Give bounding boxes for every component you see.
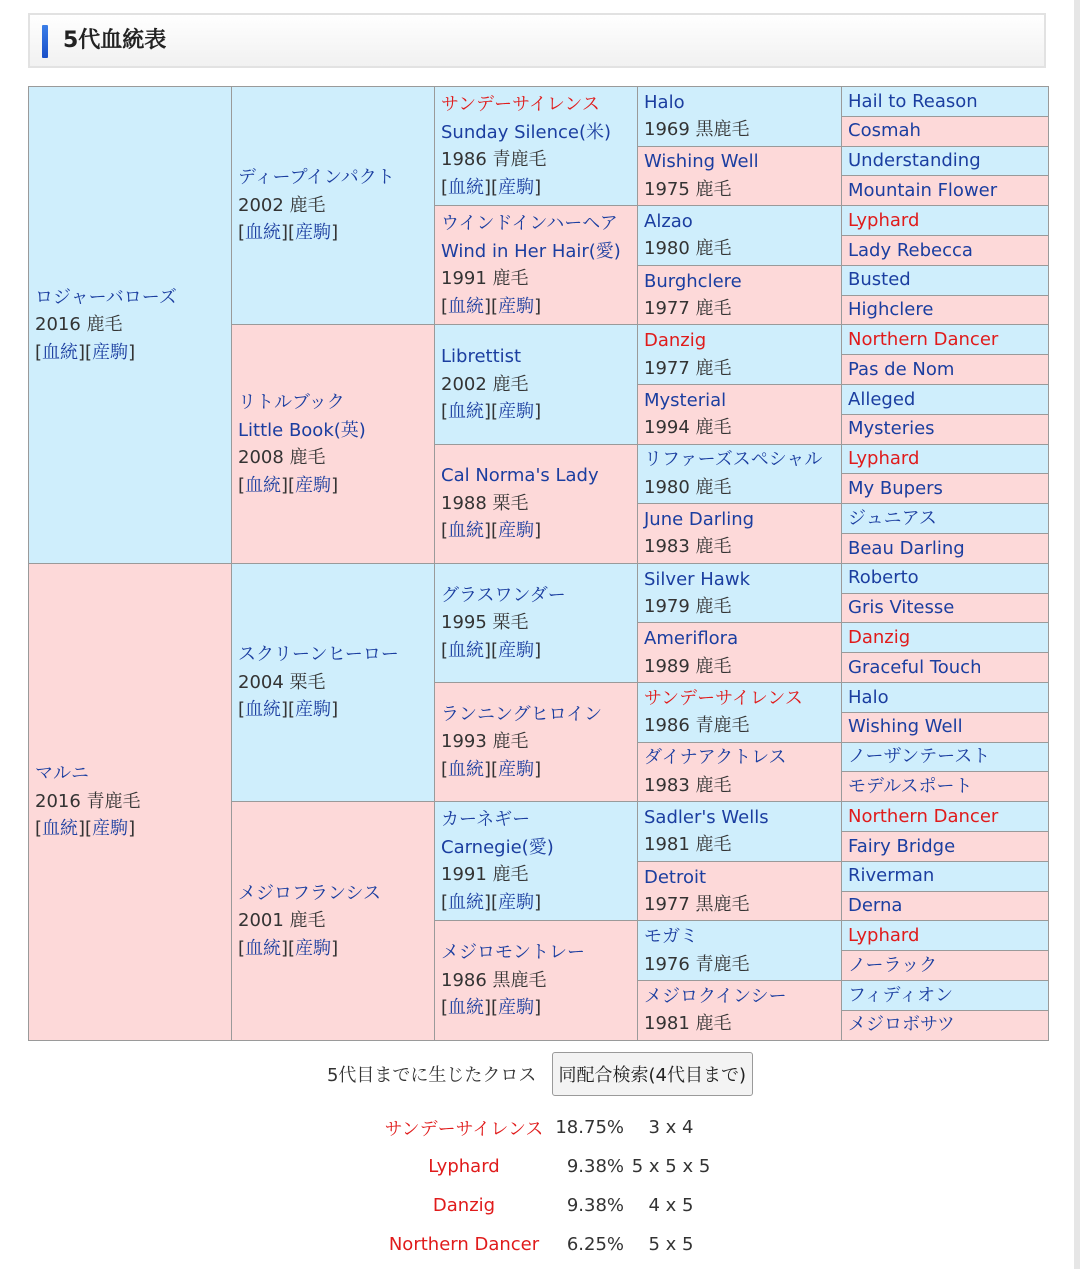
pedigree-cell-gen5 [842,831,1049,861]
pedigree-link[interactable]: 血統 [448,295,485,317]
pedigree-cell-gen5 [842,116,1049,146]
horse-name-link[interactable]: Lady Rebecca [848,239,973,261]
horse-name-link[interactable]: Lyphard [848,924,920,946]
bracket: [ [441,520,449,542]
bracket: ][ [484,176,499,198]
bracket: ] [534,639,542,661]
horse-name-link[interactable]: Danzig [644,330,707,352]
horse-links [35,815,231,843]
horse-name-link[interactable]: Beau Darling [848,537,965,559]
pedigree-cell-gen4 [638,861,842,921]
pedigree-link[interactable]: 血統 [245,937,282,959]
pedigree-link[interactable]: 血統 [42,341,79,363]
pedigree-cell-gen2 [232,87,435,325]
horse-links [238,935,434,963]
horse-links [35,339,231,367]
offspring-link[interactable]: 産駒 [295,222,332,244]
horse-name-link[interactable]: リトルブック [238,392,345,414]
bracket: ][ [484,891,499,913]
offspring-link[interactable]: 産駒 [498,997,535,1019]
pedigree-cell-gen5 [842,176,1049,206]
pedigree-cell-gen5 [842,1010,1049,1040]
pedigree-cell-gen5 [842,861,1049,891]
horse-name-link[interactable]: Pas de Nom [848,358,955,380]
offspring-link[interactable]: 産駒 [92,341,129,363]
horse-name-en-link[interactable]: Carnegie(愛) [441,836,554,858]
horse-name-link[interactable]: Fairy Bridge [848,835,956,857]
pedigree-cell-gen4 [638,682,842,742]
pedigree-cell-gen3 [435,921,638,1040]
bracket: [ [238,699,246,721]
pedigree-table [28,86,1049,1041]
horse-name-link[interactable]: メジロモントレー [441,942,585,964]
horse-name-link[interactable]: Halo [644,91,685,113]
horse-name-link[interactable]: Lyphard [848,209,920,231]
horse-name-link[interactable]: ウインドインハーヘア [441,213,618,235]
horse-name-link[interactable]: メジロボサツ [848,1014,955,1036]
bracket: [ [238,474,246,496]
pedigree-cell-gen2 [232,325,435,563]
bracket: ][ [484,401,499,423]
horse-links [441,637,637,665]
pedigree-cell-gen5 [842,921,1049,951]
pedigree-cell-gen3 [435,206,638,325]
bracket: ][ [484,295,499,317]
cross-generation: 4 x 5 [648,1195,694,1216]
horse-name-link[interactable]: Silver Hawk [644,568,750,590]
pedigree-cell-gen4 [638,504,842,564]
horse-name-en-link[interactable]: Sunday Silence(米) [441,121,611,143]
bracket: [ [441,176,449,198]
pedigree-cell-gen5 [842,444,1049,474]
horse-info: 2016 青鹿毛 [35,790,141,812]
pedigree-cell-gen5 [842,891,1049,921]
pedigree-link[interactable]: 血統 [448,758,485,780]
cross-generation: 5 x 5 x 5 [631,1156,711,1177]
horse-info: 1986 青鹿毛 [644,715,750,737]
horse-links [441,398,637,426]
horse-info: 2016 鹿毛 [35,314,123,336]
cross-table [374,1108,718,1264]
bracket: ] [534,520,542,542]
horse-links [441,889,637,917]
horse-name-link[interactable]: Burghclere [644,270,742,292]
horse-name-link[interactable]: ジュニアス [848,507,937,529]
horse-name-link[interactable]: スクリーンヒーロー [238,644,399,666]
offspring-link[interactable]: 産駒 [498,176,535,198]
pedigree-cell-gen5 [842,206,1049,236]
horse-info: 1988 栗毛 [441,492,529,514]
bracket: ][ [281,699,296,721]
horse-info: 1979 鹿毛 [644,596,732,618]
bracket: ][ [484,520,499,542]
pedigree-cell-gen5 [842,682,1049,712]
cross-row [374,1225,718,1264]
bracket: ] [331,222,339,244]
horse-name-link[interactable]: Northern Dancer [848,329,999,351]
horse-name-link[interactable]: Cosmah [848,120,921,142]
cross-horse-name[interactable]: サンデーサイレンス [384,1118,544,1140]
horse-links [441,293,637,321]
horse-info: 1981 鹿毛 [644,1013,732,1035]
pedigree-cell-gen5 [842,742,1049,772]
horse-name-link[interactable]: Mysteries [848,418,935,440]
horse-info: 1986 青鹿毛 [441,149,547,171]
cross-percentage: 6.25% [566,1234,624,1255]
horse-name-link[interactable]: Wishing Well [644,151,759,173]
bracket: ] [534,758,542,780]
bracket: ] [534,891,542,913]
horse-name-link[interactable]: ノーラック [848,954,938,976]
horse-name-link[interactable]: Northern Dancer [848,805,999,827]
section-header [28,13,1046,68]
pedigree-cell-gen4 [638,623,842,683]
horse-name-link[interactable]: モガミ [644,926,698,948]
horse-name-link[interactable]: Wishing Well [848,716,963,738]
pedigree-cell-gen4 [638,921,842,981]
horse-links [441,174,637,202]
bracket: ] [128,341,136,363]
pedigree-cell-gen2 [232,802,435,1040]
horse-info: 1977 黒鹿毛 [644,894,750,916]
pedigree-cell-gen3 [435,87,638,206]
offspring-link[interactable]: 産駒 [295,937,332,959]
offspring-link[interactable]: 産駒 [295,474,332,496]
bracket: [ [441,295,449,317]
bracket: [ [35,341,43,363]
pedigree-cell-gen5 [842,593,1049,623]
horse-info: 1993 鹿毛 [441,731,529,753]
horse-name-link[interactable]: Derna [848,895,903,917]
bracket: ] [534,176,542,198]
pedigree-cell-gen5 [842,384,1049,414]
offspring-link[interactable]: 産駒 [498,401,535,423]
cross-section [0,1052,1080,1096]
horse-info: 1994 鹿毛 [644,417,732,439]
bracket: [ [441,639,449,661]
bracket: ][ [484,758,499,780]
horse-name-link[interactable]: ダイナアクトレス [644,747,787,769]
pedigree-cell-gen5 [842,712,1049,742]
horse-info: 1969 黒鹿毛 [644,119,750,141]
horse-name-link[interactable]: Mountain Flower [848,180,998,202]
horse-name-link[interactable]: ランニングヒロイン [441,703,603,725]
horse-name-link[interactable]: Sadler's Wells [644,806,769,828]
bracket: [ [441,891,449,913]
pedigree-cell-gen5 [842,355,1049,385]
horse-name-link[interactable]: カーネギー [441,809,531,831]
horse-links [238,696,434,724]
pedigree-link[interactable]: 血統 [42,818,79,840]
horse-info: 1995 栗毛 [441,612,529,634]
bracket: [ [441,758,449,780]
pedigree-cell-gen5 [842,325,1049,355]
offspring-link[interactable]: 産駒 [498,758,535,780]
offspring-link[interactable]: 産駒 [498,295,535,317]
horse-info: 1975 鹿毛 [644,178,732,200]
pedigree-link[interactable]: 血統 [448,401,485,423]
pedigree-cell-gen5 [842,980,1049,1010]
pedigree-cell-gen1 [29,563,232,1040]
horse-name-link[interactable]: Hail to Reason [848,90,978,112]
horse-name-link[interactable]: ノーザンテースト [848,746,991,768]
pedigree-cell-gen2 [232,563,435,801]
cross-percentage: 18.75% [555,1117,624,1138]
cross-percentage: 9.38% [566,1156,624,1177]
horse-name-link[interactable]: マルニ [35,763,89,785]
horse-name-link[interactable]: Graceful Touch [848,656,982,678]
horse-name-link[interactable]: Mysterial [644,389,727,411]
horse-info: 2001 鹿毛 [238,910,326,932]
bracket: ][ [484,997,499,1019]
horse-name-link[interactable]: Alleged [848,388,916,410]
bracket: ] [331,474,339,496]
bracket: ][ [78,341,93,363]
horse-name-link[interactable]: Detroit [644,866,707,888]
header-accent-bar [42,25,48,58]
pedigree-cell-gen5 [842,295,1049,325]
bracket: ] [534,295,542,317]
horse-name-en-link[interactable]: Little Book(英) [238,419,366,441]
horse-info: 1986 黒鹿毛 [441,969,547,991]
horse-name-link[interactable]: Cal Norma's Lady [441,465,599,487]
bracket: ][ [484,639,499,661]
offspring-link[interactable]: 産駒 [498,639,535,661]
horse-name-link[interactable]: Alzao [644,210,693,232]
pedigree-cell-gen5 [842,146,1049,176]
horse-name-link[interactable]: June Darling [644,508,755,530]
horse-info: 1976 青鹿毛 [644,953,750,975]
offspring-link[interactable]: 産駒 [498,520,535,542]
horse-name-link[interactable]: Halo [848,686,889,708]
horse-info: 2004 栗毛 [238,671,326,693]
bracket: ] [534,997,542,1019]
pedigree-row [29,563,1049,593]
pedigree-cell-gen3 [435,444,638,563]
pedigree-cell-gen4 [638,265,842,325]
same-mating-search-button[interactable]: 同配合検索(4代目まで) [552,1052,754,1096]
horse-name-link[interactable]: Roberto [848,567,919,589]
offspring-link[interactable]: 産駒 [295,699,332,721]
cross-generation: 3 x 4 [648,1117,694,1138]
bracket: ][ [281,474,296,496]
horse-name-link[interactable]: Busted [848,269,911,291]
cross-label: 5代目までに生じたクロス [326,1065,537,1086]
pedigree-cell-gen3 [435,325,638,444]
horse-name-link[interactable]: サンデーサイレンス [441,94,600,116]
pedigree-link[interactable]: 血統 [448,176,485,198]
horse-name-link[interactable]: フィディオン [848,984,954,1006]
pedigree-cell-gen5 [842,414,1049,444]
pedigree-link[interactable]: 血統 [245,699,282,721]
pedigree-link[interactable]: 血統 [448,639,485,661]
bracket: [ [35,818,43,840]
horse-name-link[interactable]: グラスワンダー [441,584,566,606]
bracket: ] [331,699,339,721]
pedigree-cell-gen5 [842,533,1049,563]
bracket: ][ [281,937,296,959]
bracket: [ [441,401,449,423]
pedigree-cell-gen4 [638,742,842,802]
pedigree-link[interactable]: 血統 [245,222,282,244]
pedigree-row [29,87,1049,117]
horse-name-link[interactable]: ロジャーバローズ [35,286,177,308]
bracket: ][ [281,222,296,244]
horse-name-link[interactable]: リファーズスペシャル [644,449,823,471]
section-title: 5代血統表 [63,28,167,53]
pedigree-cell-gen3 [435,682,638,801]
horse-info: 1980 鹿毛 [644,476,732,498]
bracket: ] [128,818,136,840]
horse-info: 2008 鹿毛 [238,447,326,469]
horse-info: 1981 鹿毛 [644,834,732,856]
pedigree-link[interactable]: 血統 [448,520,485,542]
pedigree-cell-gen4 [638,146,842,206]
horse-name-link[interactable]: My Bupers [848,478,943,499]
horse-name-link[interactable]: Ameriflora [644,628,739,650]
cross-row [374,1186,718,1225]
cross-horse-name[interactable]: Lyphard [428,1156,500,1177]
pedigree-cell-gen4 [638,563,842,623]
horse-name-link[interactable]: Riverman [848,865,935,887]
horse-info: 2002 鹿毛 [238,194,326,216]
pedigree-cell-gen4 [638,802,842,862]
pedigree-cell-gen5 [842,87,1049,117]
horse-links [238,472,434,500]
pedigree-cell-gen5 [842,563,1049,593]
horse-links [441,994,637,1022]
pedigree-cell-gen4 [638,980,842,1040]
horse-info: 1983 鹿毛 [644,774,732,796]
bracket: [ [238,222,246,244]
pedigree-cell-gen3 [435,802,638,921]
pedigree-cell-gen5 [842,623,1049,653]
cross-horse-name[interactable]: Danzig [432,1195,496,1216]
pedigree-cell-gen5 [842,653,1049,683]
horse-name-link[interactable]: Understanding [848,150,981,172]
horse-name-en-link[interactable]: Wind in Her Hair(愛) [441,240,621,262]
horse-links [238,219,434,247]
pedigree-cell-gen5 [842,235,1049,265]
horse-name-link[interactable]: Gris Vitesse [848,597,955,619]
horse-name-link[interactable]: Danzig [848,626,911,648]
cross-horse-name[interactable]: Northern Dancer [388,1234,540,1255]
horse-name-link[interactable]: モデルスポート [848,775,973,797]
cross-generation: 5 x 5 [648,1234,694,1255]
bracket: ] [534,401,542,423]
horse-info: 1983 鹿毛 [644,536,732,558]
cross-row [374,1147,718,1186]
horse-links [441,756,637,784]
pedigree-link[interactable]: 血統 [245,474,282,496]
pedigree-cell-gen3 [435,563,638,682]
horse-info: 1977 鹿毛 [644,357,732,379]
pedigree-cell-gen1 [29,87,232,564]
bracket: ] [331,937,339,959]
offspring-link[interactable]: 産駒 [498,891,535,913]
pedigree-cell-gen4 [638,325,842,385]
horse-info: 1991 鹿毛 [441,268,529,290]
horse-info: 1977 鹿毛 [644,298,732,320]
horse-name-link[interactable]: ディープインパクト [238,167,395,189]
bracket: [ [441,997,449,1019]
cross-row [374,1108,718,1147]
cross-percentage: 9.38% [566,1195,624,1216]
pedigree-cell-gen4 [638,87,842,147]
horse-links [441,517,637,545]
pedigree-link[interactable]: 血統 [448,997,485,1019]
horse-name-link[interactable]: Librettist [441,346,522,368]
horse-name-link[interactable]: メジロフランシス [238,882,382,904]
horse-name-link[interactable]: サンデーサイレンス [644,687,803,709]
offspring-link[interactable]: 産駒 [92,818,129,840]
pedigree-cell-gen5 [842,474,1049,504]
horse-name-link[interactable]: Highclere [848,299,934,321]
bracket: [ [238,937,246,959]
pedigree-cell-gen5 [842,504,1049,534]
horse-info: 1980 鹿毛 [644,238,732,260]
scrollbar[interactable] [1074,0,1080,1269]
pedigree-link[interactable]: 血統 [448,891,485,913]
horse-info: 2002 鹿毛 [441,373,529,395]
pedigree-cell-gen5 [842,802,1049,832]
pedigree-cell-gen5 [842,772,1049,802]
pedigree-cell-gen5 [842,265,1049,295]
pedigree-cell-gen5 [842,951,1049,981]
horse-info: 1991 鹿毛 [441,864,529,886]
horse-name-link[interactable]: Lyphard [848,448,920,470]
pedigree-cell-gen4 [638,384,842,444]
pedigree-cell-gen4 [638,444,842,504]
bracket: ][ [78,818,93,840]
horse-info: 1989 鹿毛 [644,655,732,677]
horse-name-link[interactable]: メジロクインシー [644,985,787,1007]
pedigree-cell-gen4 [638,206,842,266]
